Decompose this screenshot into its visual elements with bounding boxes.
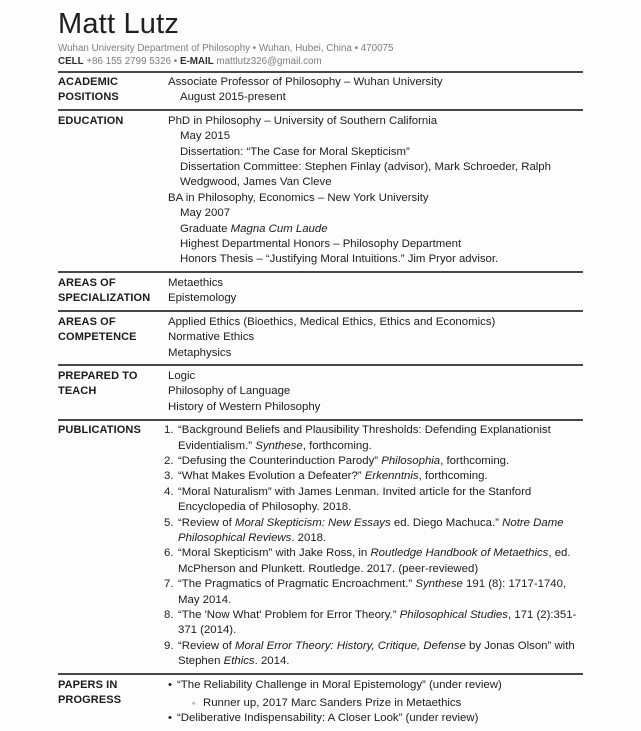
content-line	[168, 315, 583, 330]
plain-text: Honors Thesis – “Justifying Moral Intuitions.” Jim Pryor advisor.	[180, 253, 499, 266]
plain-text: . 2018.	[291, 531, 327, 544]
italic-text: Synthese	[415, 578, 463, 591]
content-line	[168, 384, 583, 399]
affiliation-line: Wuhan University Department of Philosophy • Wuhan, Hubei, China • 470075	[58, 43, 394, 54]
plain-text: Runner up, 2017 Marc Sanders Prize in Metaethics	[203, 697, 462, 710]
cell-number: +86 155 2799 5326	[86, 55, 172, 67]
section-label-line: AREAS OF	[58, 276, 116, 289]
plain-text: Dissertation: “The Case for Moral Skepticism”	[180, 145, 410, 158]
content-line	[168, 400, 583, 415]
section-label	[58, 114, 168, 268]
section-prepared-to-teach	[58, 364, 583, 418]
plain-text: “The Reliability Challenge in Moral Epistemology” (under review)	[177, 678, 502, 691]
plain-text: Metaethics	[168, 276, 224, 289]
plain-text: “Background Beliefs and Plausibility Thresholds: Defending Explanationist Evidentialism.”	[178, 424, 551, 452]
content-line	[168, 237, 583, 252]
publication-text	[178, 639, 583, 670]
content-line	[168, 252, 583, 267]
plain-text: Applied Ethics (Bioethics, Medical Ethics, Ethics and Economics)	[168, 315, 496, 328]
section-label-line: TEACH	[58, 385, 97, 398]
plain-text: Highest Departmental Honors – Philosophy Department	[180, 238, 462, 251]
section-label-line: ACADEMIC	[58, 76, 119, 88]
section-academic-positions	[58, 71, 583, 110]
content-line	[168, 330, 583, 345]
plain-text: “Moral Naturalism” with James Lenman. Invited article for the Stanford Encyclopedia of Philosophy. 2018.	[178, 485, 532, 514]
italic-text: Synthese	[255, 439, 303, 452]
section-content	[168, 114, 583, 268]
sections-container	[58, 71, 583, 731]
content-line	[168, 222, 583, 237]
plain-text: May 2007	[180, 207, 231, 220]
email-address: mattlutz326@gmail.com	[216, 55, 322, 67]
plain-text: PhD in Philosophy – University of Southern California	[168, 114, 438, 127]
plain-text: “Review of	[178, 516, 235, 529]
publication-item	[164, 423, 583, 454]
publication-item	[164, 454, 583, 469]
publication-number: 7.	[164, 578, 174, 591]
publication-item	[164, 485, 583, 516]
publication-item	[164, 608, 583, 639]
content-line	[168, 276, 583, 291]
cell-label: CELL	[58, 55, 84, 67]
separator-dot: •	[173, 55, 178, 67]
section-label	[58, 369, 168, 415]
content-line	[168, 369, 583, 384]
plain-text: May 2015	[180, 130, 231, 143]
bullet-text	[203, 696, 583, 711]
publication-item	[164, 516, 583, 547]
publication-text	[178, 485, 583, 516]
section-label	[58, 423, 168, 670]
plain-text: “What Makes Evolution a Defeater?”	[178, 470, 365, 483]
plain-text: August 2015-present	[180, 91, 286, 104]
italic-text: Philosophia	[381, 454, 441, 467]
content-line	[168, 114, 583, 129]
plain-text: by Jonas Olson” with Stephen	[178, 639, 575, 668]
publication-number: 9.	[164, 639, 174, 652]
publication-number: 5.	[164, 516, 174, 529]
plain-text: , forthcoming.	[302, 439, 372, 452]
section-label	[58, 315, 168, 361]
content-line	[168, 191, 583, 206]
plain-text: . 2014.	[254, 655, 290, 668]
section-label	[58, 276, 168, 307]
section-label-line: PUBLICATIONS	[58, 424, 141, 437]
content-line	[168, 291, 583, 306]
section-content	[168, 276, 583, 307]
bullet-item	[168, 678, 583, 693]
plain-text: “Defusing the Counterinduction Parody”	[178, 454, 382, 467]
section-label	[58, 678, 168, 727]
plain-text: Logic	[168, 369, 196, 382]
publication-item	[164, 639, 583, 670]
italic-text: Notre Dame Philosophical Reviews	[178, 516, 564, 544]
content-line	[168, 75, 583, 90]
section-content	[164, 423, 583, 670]
section-content	[168, 315, 583, 361]
bullet-icon: •	[168, 678, 172, 691]
content-line	[168, 206, 583, 221]
plain-text: , ed. McPherson and Plunkett. Routledge. 2017. (peer-reviewed)	[178, 547, 571, 575]
publication-item	[164, 577, 583, 608]
content-line	[168, 90, 583, 105]
section-papers-in-progress	[58, 673, 583, 730]
plain-text: “Moral Skepticism” with Jake Ross, in	[178, 547, 371, 560]
section-label-line: PREPARED TO	[58, 369, 138, 382]
italic-text: Philosophical Studies	[399, 609, 508, 621]
section-publications	[58, 419, 583, 674]
resume-header	[0, 0, 641, 71]
publication-text	[178, 546, 583, 577]
plain-text: Graduate	[180, 222, 231, 235]
bullet-text	[177, 711, 583, 726]
plain-text: Metaphysics	[168, 346, 232, 359]
section-education	[58, 109, 583, 271]
bullet-icon: •	[168, 712, 172, 725]
plain-text: , forthcoming.	[440, 454, 510, 467]
plain-text: “The 'Now What' Problem for Error Theory.”	[178, 609, 400, 621]
bullet-text	[177, 678, 583, 693]
section-areas-of-competence	[58, 310, 583, 364]
plain-text: ed. Diego Machuca.”	[390, 516, 503, 529]
publication-number: 4.	[164, 485, 174, 498]
publication-text	[178, 454, 583, 469]
plain-text: BA in Philosophy, Economics – New York University	[168, 191, 429, 204]
bullet-item	[192, 696, 583, 711]
section-label-line: EDUCATION	[58, 114, 124, 127]
plain-text: “Deliberative Indispensability: A Closer Look” (under review)	[177, 712, 479, 725]
bullet-item	[168, 711, 583, 726]
italic-text: Moral Skepticism: New Essays	[234, 516, 391, 529]
plain-text: Epistemology	[168, 292, 237, 305]
plain-text: Associate Professor of Philosophy – Wuhan University	[168, 76, 443, 88]
plain-text: Normative Ethics	[168, 331, 255, 344]
section-content	[168, 75, 583, 106]
section-areas-of-specialization	[58, 271, 583, 310]
italic-text: Routledge Handbook of Metaethics	[370, 547, 549, 560]
plain-text: Philosophy of Language	[168, 385, 291, 398]
section-label	[58, 75, 168, 106]
contact-line	[58, 56, 583, 71]
bullet-icon: ◦	[192, 698, 196, 709]
plain-text: History of Western Philosophy	[168, 400, 321, 413]
italic-text: Magna Cum Laude	[230, 222, 328, 235]
publication-text	[178, 469, 583, 484]
publication-item	[164, 469, 583, 484]
person-name: Matt Lutz	[58, 8, 180, 40]
publication-text	[178, 516, 583, 547]
publication-text	[178, 577, 583, 608]
section-label-line: AREAS OF	[58, 315, 116, 328]
content-line	[168, 346, 583, 361]
publication-number: 2.	[164, 454, 174, 467]
plain-text: , forthcoming.	[418, 470, 488, 483]
publication-number: 6.	[164, 547, 174, 560]
section-content	[168, 678, 583, 727]
publication-text	[178, 423, 583, 454]
plain-text: “The Pragmatics of Pragmatic Encroachment.”	[178, 578, 416, 591]
italic-text: Moral Error Theory: History, Critique, Defense	[234, 639, 466, 652]
section-content	[168, 369, 583, 415]
section-label-line: PROGRESS	[58, 694, 122, 707]
plain-text: 191 (8): 1717-1740, May 2014.	[178, 578, 567, 606]
section-label-line: PAPERS IN	[58, 678, 118, 691]
content-line	[168, 160, 583, 191]
publication-number: 8.	[164, 609, 174, 621]
plain-text: “Review of	[178, 639, 235, 652]
section-label-line: SPECIALIZATION	[58, 292, 151, 305]
plain-text: Dissertation Committee: Stephen Finlay (advisor), Mark Schroeder, Ralph Wedgwood, James Van Cleve	[180, 161, 551, 189]
plain-text: , 171 (2):351-371 (2014).	[178, 609, 577, 637]
section-label-line: POSITIONS	[58, 91, 119, 104]
section-label-line: COMPETENCE	[58, 331, 137, 344]
content-line	[168, 145, 583, 160]
email-label: E-MAIL	[179, 55, 214, 67]
italic-text: Ethics	[223, 655, 255, 668]
publication-number: 1.	[164, 424, 174, 437]
content-line	[168, 129, 583, 144]
publication-text	[178, 608, 583, 639]
publication-number: 3.	[164, 470, 174, 483]
italic-text: Erkenntnis	[364, 470, 419, 483]
publication-item	[164, 546, 583, 577]
